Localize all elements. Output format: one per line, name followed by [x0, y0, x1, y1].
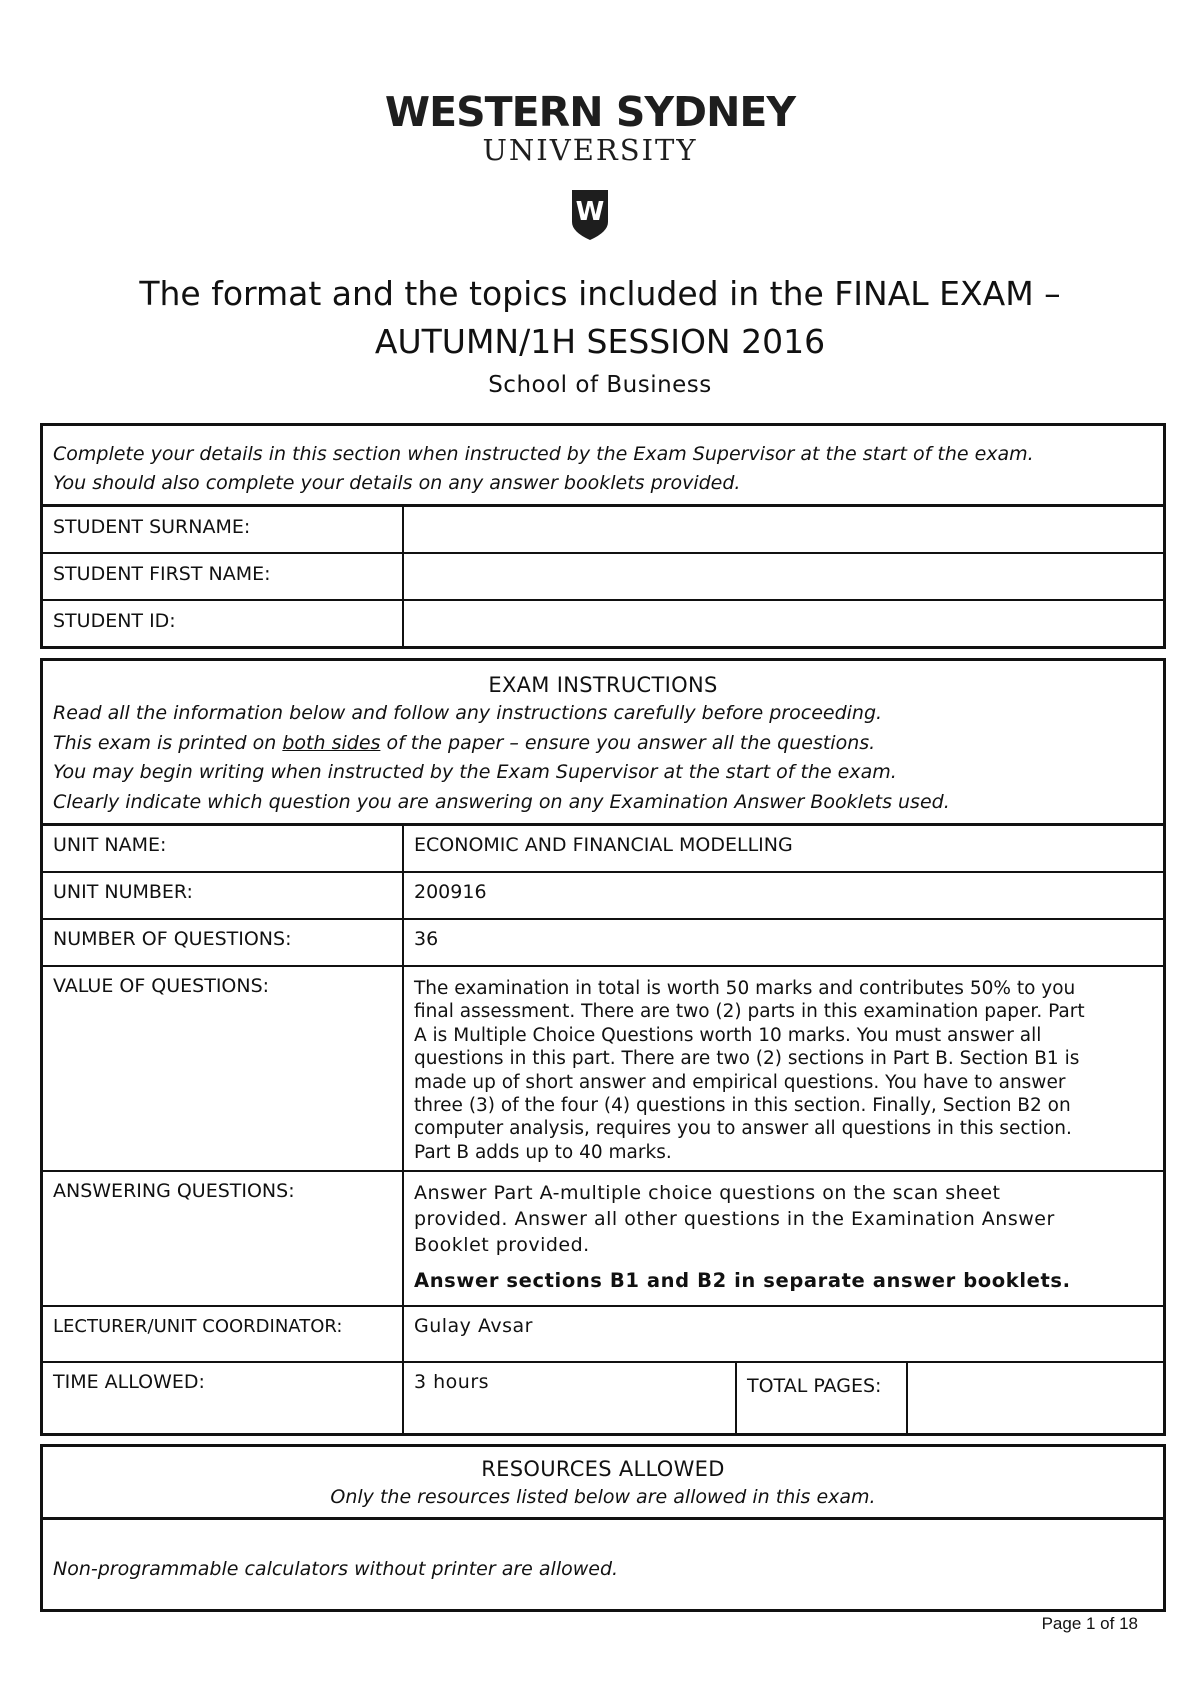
student-first-name-row: [43, 552, 1163, 599]
student-first-name-field[interactable]: [404, 554, 1163, 599]
resources-body: Non-programmable calculators without printer are allowed.: [43, 1517, 1163, 1609]
student-id-field[interactable]: [404, 601, 1163, 646]
time-allowed-row: [43, 1361, 1163, 1433]
details-intro-line1: Complete your details in this section when instructed by the Exam Supervisor at the start of the exam.: [53, 443, 1034, 465]
time-allowed-value: 3 hours: [404, 1363, 737, 1433]
student-id-row: [43, 599, 1163, 646]
lecturer-label: LECTURER/UNIT COORDINATOR:: [43, 1307, 404, 1361]
student-details-table: [40, 423, 1166, 649]
both-sides-emphasis: both sides: [282, 731, 381, 754]
lecturer-row: [43, 1305, 1163, 1361]
instruction-line-3: You may begin writing when instructed by the Exam Supervisor at the start of the exam.: [53, 761, 897, 783]
instruction-line-4: Clearly indicate which question you are answering on any Examination Answer Booklets used.: [53, 790, 950, 813]
details-intro-line2: You should also complete your details on any answer booklets provided.: [53, 472, 741, 494]
unit-number-label: UNIT NUMBER:: [43, 873, 404, 918]
answering-questions-text: Answer Part A-multiple choice questions on the scan sheet provided. Answer all other questions in the Examination Answer Booklet provided. Answer sections B1 and B2 in separate answer booklets.: [404, 1172, 1163, 1305]
number-of-questions-label: NUMBER OF QUESTIONS:: [43, 920, 404, 965]
unit-name-value: ECONOMIC AND FINANCIAL MODELLING: [414, 834, 793, 856]
number-of-questions-row: [43, 918, 1163, 965]
total-pages-value: [908, 1363, 1163, 1433]
answering-questions-row: [43, 1170, 1163, 1305]
logo-wordmark-line1: WESTERN SYDNEY: [384, 88, 796, 136]
school-name: School of Business: [488, 372, 712, 398]
title-line-2: AUTUMN/1H SESSION 2016: [374, 322, 826, 361]
exam-instructions-table: [40, 658, 1166, 1436]
logo-wordmark-line2: UNIVERSITY: [482, 133, 698, 167]
total-pages-label: TOTAL PAGES:: [737, 1363, 908, 1433]
resources-subheading: Only the resources listed below are allowed in this exam.: [330, 1486, 876, 1508]
resources-allowed-table: [40, 1444, 1166, 1612]
answering-questions-label: ANSWERING QUESTIONS:: [43, 1172, 404, 1305]
value-of-questions-label: VALUE OF QUESTIONS:: [43, 967, 404, 1170]
student-surname-row: [43, 504, 1163, 552]
student-first-name-label: STUDENT FIRST NAME:: [43, 554, 404, 599]
number-of-questions-value: 36: [414, 928, 439, 950]
resources-heading: RESOURCES ALLOWED: [481, 1457, 725, 1481]
value-of-questions-row: [43, 965, 1163, 1170]
student-surname-field[interactable]: [404, 507, 1163, 552]
svg-text:W: W: [575, 197, 605, 227]
lecturer-value: Gulay Avsar: [414, 1315, 533, 1337]
shield-icon: [570, 188, 610, 242]
unit-name-label: UNIT NAME:: [43, 826, 404, 871]
value-of-questions-text: The examination in total is worth 50 marks and contributes 50% to you final assessment. There are two (2) parts in this examination paper. Part A is Multiple Choice Questions worth 10 marks. You must answer all questions in this part. There are two (2) sections in Part B. Section B1 is made up of short answer and empirical questions. You have to answer three (3) of the four (4) questions in this section. Finally, Section B2 on computer analysis, requires you to answer all questions in this section. Part B adds up to 40 marks.: [414, 978, 1085, 1163]
document-title: [40, 270, 1160, 366]
resources-header: [43, 1447, 1163, 1517]
unit-number-row: [43, 871, 1163, 918]
student-id-label: STUDENT ID:: [43, 601, 404, 646]
instructions-header: [43, 661, 1163, 823]
unit-number-value: 200916: [414, 881, 487, 903]
time-allowed-label: TIME ALLOWED:: [43, 1363, 404, 1433]
instructions-heading: EXAM INSTRUCTIONS: [488, 673, 718, 697]
instruction-line-1: Read all the information below and follow any instructions carefully before proceeding.: [53, 702, 883, 724]
unit-name-row: [43, 823, 1163, 871]
separate-booklets-note: Answer sections B1 and B2 in separate answer booklets.: [414, 1269, 1071, 1292]
details-intro: [43, 426, 1163, 504]
title-line-1: The format and the topics included in the FINAL EXAM –: [139, 274, 1061, 313]
page-number: Page 1 of 18: [1041, 1614, 1138, 1633]
university-logo: [374, 90, 806, 268]
instruction-line-2: This exam is printed on both sides of the paper – ensure you answer all the questions.: [53, 731, 876, 754]
student-surname-label: STUDENT SURNAME:: [43, 507, 404, 552]
